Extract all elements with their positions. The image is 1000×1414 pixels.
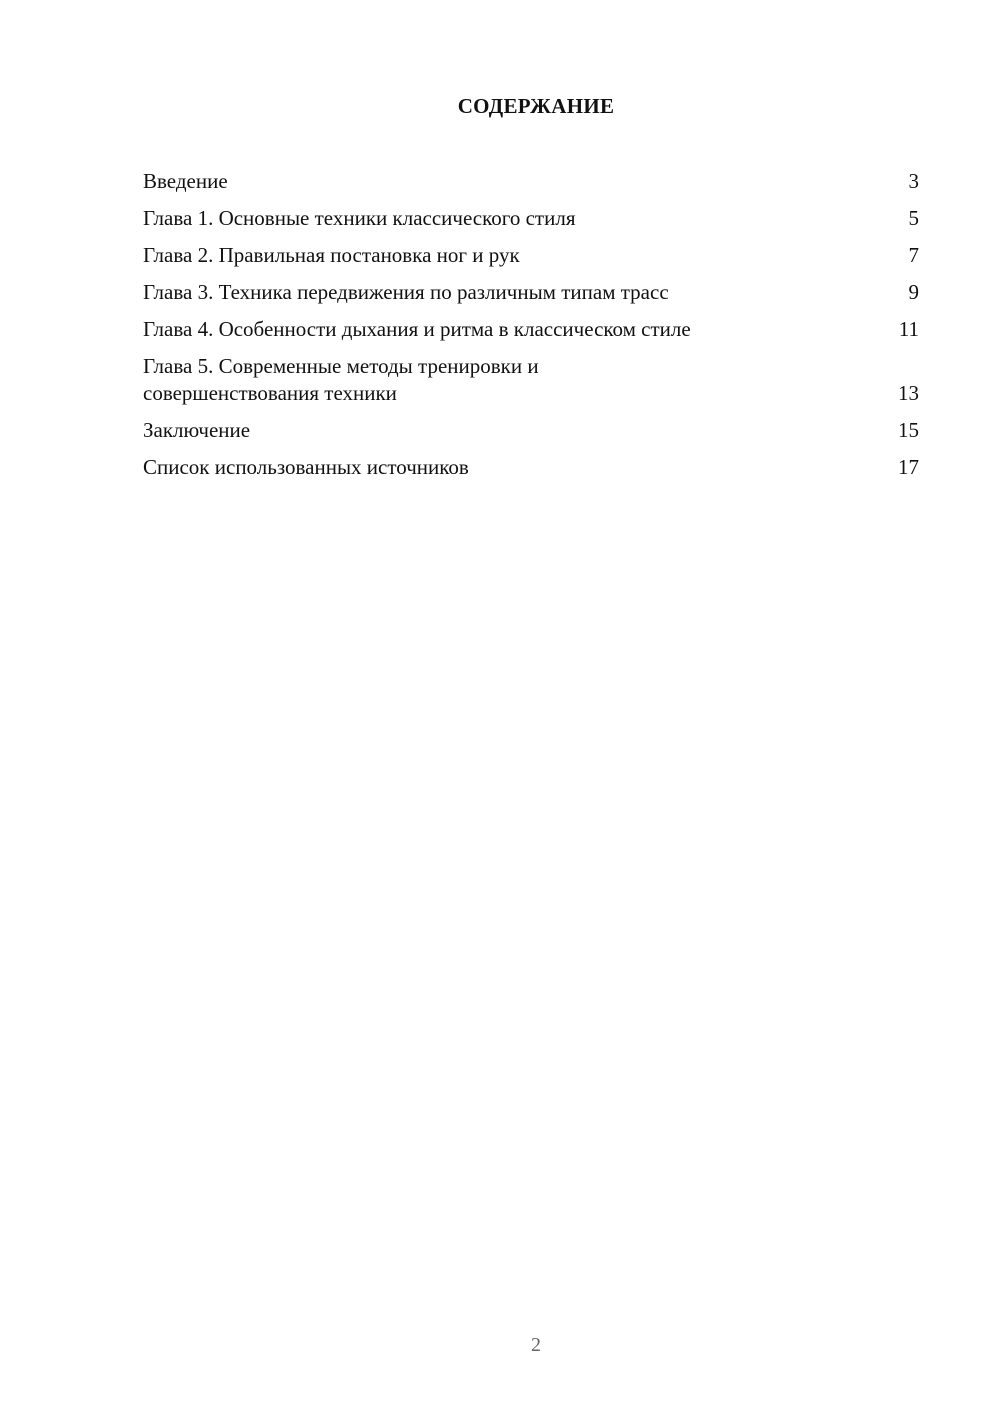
toc-entry-conclusion <box>143 417 919 444</box>
toc-entry-page: 11 <box>898 317 919 341</box>
toc-entry-introduction <box>143 168 919 195</box>
toc-entry-title: Глава 3. Техника передвижения по различным типам трасс <box>143 280 669 304</box>
toc-entry-chapter-5 <box>143 353 919 407</box>
toc-entry-page: 17 <box>898 455 919 479</box>
toc-entry-title: Введение <box>143 169 228 193</box>
toc-entry-chapter-3 <box>143 279 919 306</box>
toc-entry-page: 5 <box>908 206 919 230</box>
toc-heading: СОДЕРЖАНИЕ <box>457 94 615 118</box>
toc-entry-page: 3 <box>908 169 919 193</box>
toc-entry-page: 13 <box>898 381 919 405</box>
toc-entry-page: 9 <box>908 280 919 304</box>
toc-entry-title: Заключение <box>143 418 251 442</box>
page-number: 2 <box>531 1334 541 1356</box>
toc-entry-page: 7 <box>908 243 919 267</box>
toc-entry-title: Список использованных источников <box>143 455 469 479</box>
toc-entry-page: 15 <box>898 418 919 442</box>
toc-entry-title: Глава 4. Особенности дыхания и ритма в классическом стиле <box>143 317 691 341</box>
toc-entry-title: Глава 5. Современные методы тренировки и совершенствования техники <box>143 354 539 405</box>
toc-entry-title: Глава 1. Основные техники классического стиля <box>143 206 576 230</box>
toc-entry-references <box>143 454 919 481</box>
toc-entry-chapter-2 <box>143 242 919 269</box>
toc-entry-title: Глава 2. Правильная постановка ног и рук <box>143 243 520 267</box>
toc-list <box>143 168 919 491</box>
toc-entry-chapter-1 <box>143 205 919 232</box>
toc-entry-chapter-4 <box>143 316 919 343</box>
